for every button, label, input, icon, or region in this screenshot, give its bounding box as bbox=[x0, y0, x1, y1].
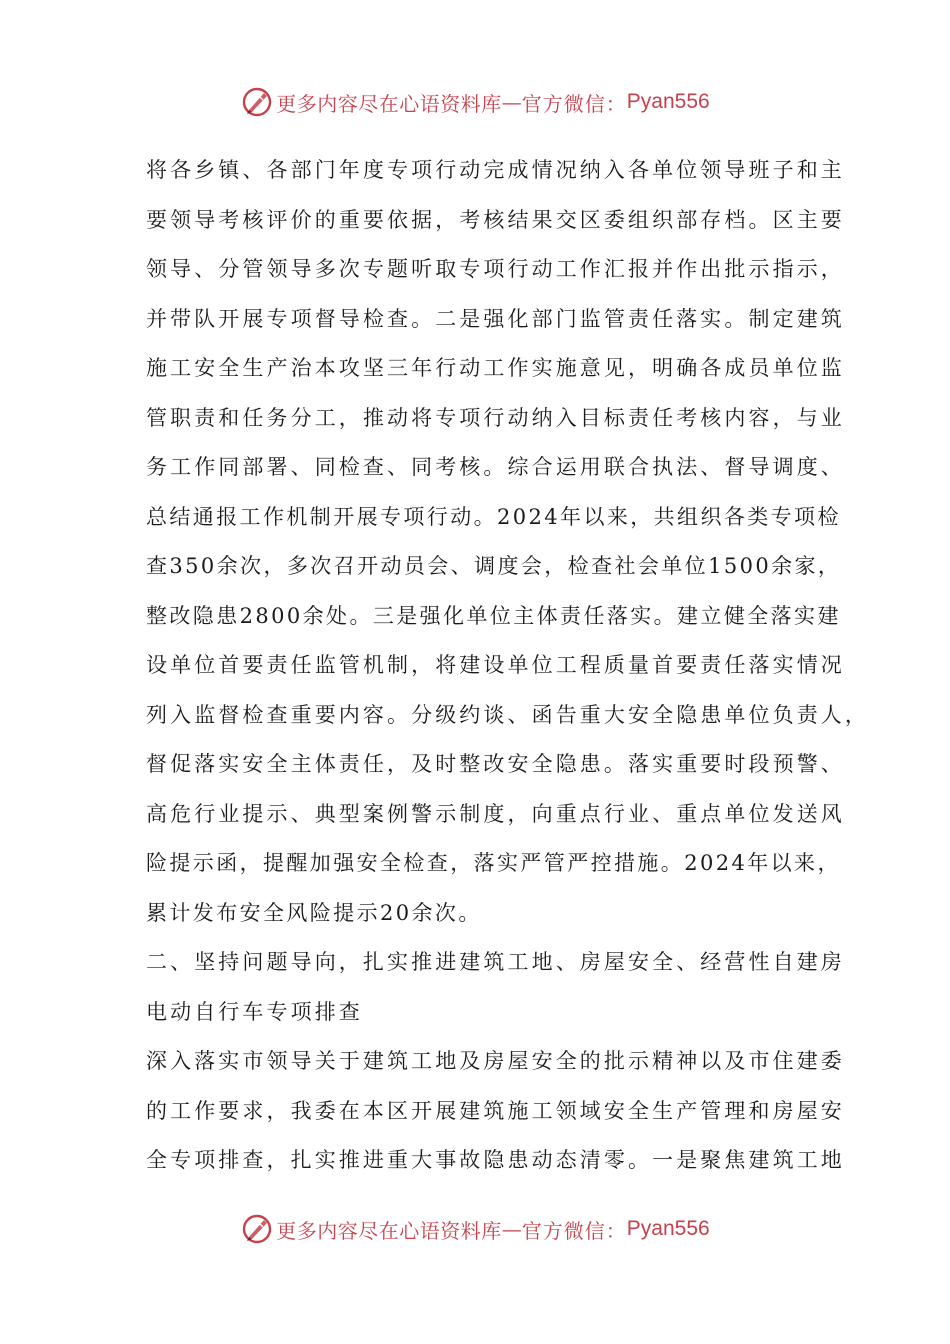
banner-wechat-id: Pyan556 bbox=[626, 90, 710, 113]
text-line: 务工作同部署、同检查、同考核。综合运用联合执法、督导调度、 bbox=[146, 455, 845, 479]
text-line: 的工作要求，我委在本区开展建筑施工领域安全生产管理和房屋安 bbox=[146, 1098, 845, 1123]
banner-dash: — bbox=[501, 90, 522, 114]
text-line: 累计发布安全风险提示20余次。 bbox=[146, 900, 482, 925]
text-line: 深入落实市领导关于建筑工地及房屋安全的批示精神以及市住建委 bbox=[146, 1049, 845, 1073]
banner-wechat-label: 官方微信： bbox=[521, 91, 627, 116]
text-line: 设单位首要责任监管机制，将建设单位工程质量首要责任落实情况 bbox=[146, 653, 845, 677]
text-line: 高危行业提示、典型案例警示制度，向重点行业、重点单位发送风 bbox=[146, 801, 845, 826]
text-line: 督促落实安全主体责任，及时整改安全隐患。落实重要时段预警、 bbox=[146, 752, 845, 776]
text-line: 将各乡镇、各部门年度专项行动完成情况纳入各单位领导班子和主 bbox=[146, 158, 845, 182]
pen-logo-icon bbox=[240, 85, 274, 119]
pen-logo-icon bbox=[240, 1212, 274, 1246]
text-line: 列入监督检查重要内容。分级约谈、函告重大安全隐患单位负责人， bbox=[146, 702, 869, 727]
text-line: 领导、分管领导多次专题听取专项行动工作汇报并作出批示指示， bbox=[146, 257, 845, 281]
header-banner bbox=[0, 82, 950, 122]
section-heading-line: 电动自行车专项排查 bbox=[146, 999, 363, 1024]
text-line: 险提示函，提醒加强安全检查，落实严管严控措施。2024年以来， bbox=[146, 851, 841, 875]
banner-dash: — bbox=[501, 1217, 522, 1241]
document-body bbox=[146, 152, 869, 1192]
text-line: 并带队开展专项督导检查。二是强化部门监管责任落实。制定建筑 bbox=[146, 306, 845, 331]
text-line: 要领导考核评价的重要依据，考核结果交区委组织部存档。区主要 bbox=[146, 207, 845, 232]
text-line: 查350余次，多次召开动员会、调度会，检查社会单位1500余家， bbox=[146, 554, 842, 578]
text-line: 总结通报工作机制开展专项行动。2024年以来，共组织各类专项检 bbox=[146, 504, 841, 529]
text-line: 整改隐患2800余处。三是强化单位主体责任落实。建立健全落实建 bbox=[146, 603, 841, 628]
banner-wechat-id: Pyan556 bbox=[626, 1217, 710, 1240]
banner-wechat-label: 官方微信： bbox=[521, 1218, 627, 1243]
banner-site-name: 更多内容尽在心语资料库 bbox=[276, 91, 502, 116]
text-line: 管职责和任务分工，推动将专项行动纳入目标责任考核内容，与业 bbox=[146, 405, 845, 430]
text-line: 施工安全生产治本攻坚三年行动工作实施意见，明确各成员单位监 bbox=[146, 356, 845, 380]
footer-banner bbox=[0, 1209, 950, 1249]
banner-site-name: 更多内容尽在心语资料库 bbox=[276, 1218, 502, 1243]
section-heading-line: 二、坚持问题导向，扎实推进建筑工地、房屋安全、经营性自建房 bbox=[146, 950, 845, 974]
text-line: 全专项排查，扎实推进重大事故隐患动态清零。一是聚焦建筑工地 bbox=[146, 1148, 845, 1172]
